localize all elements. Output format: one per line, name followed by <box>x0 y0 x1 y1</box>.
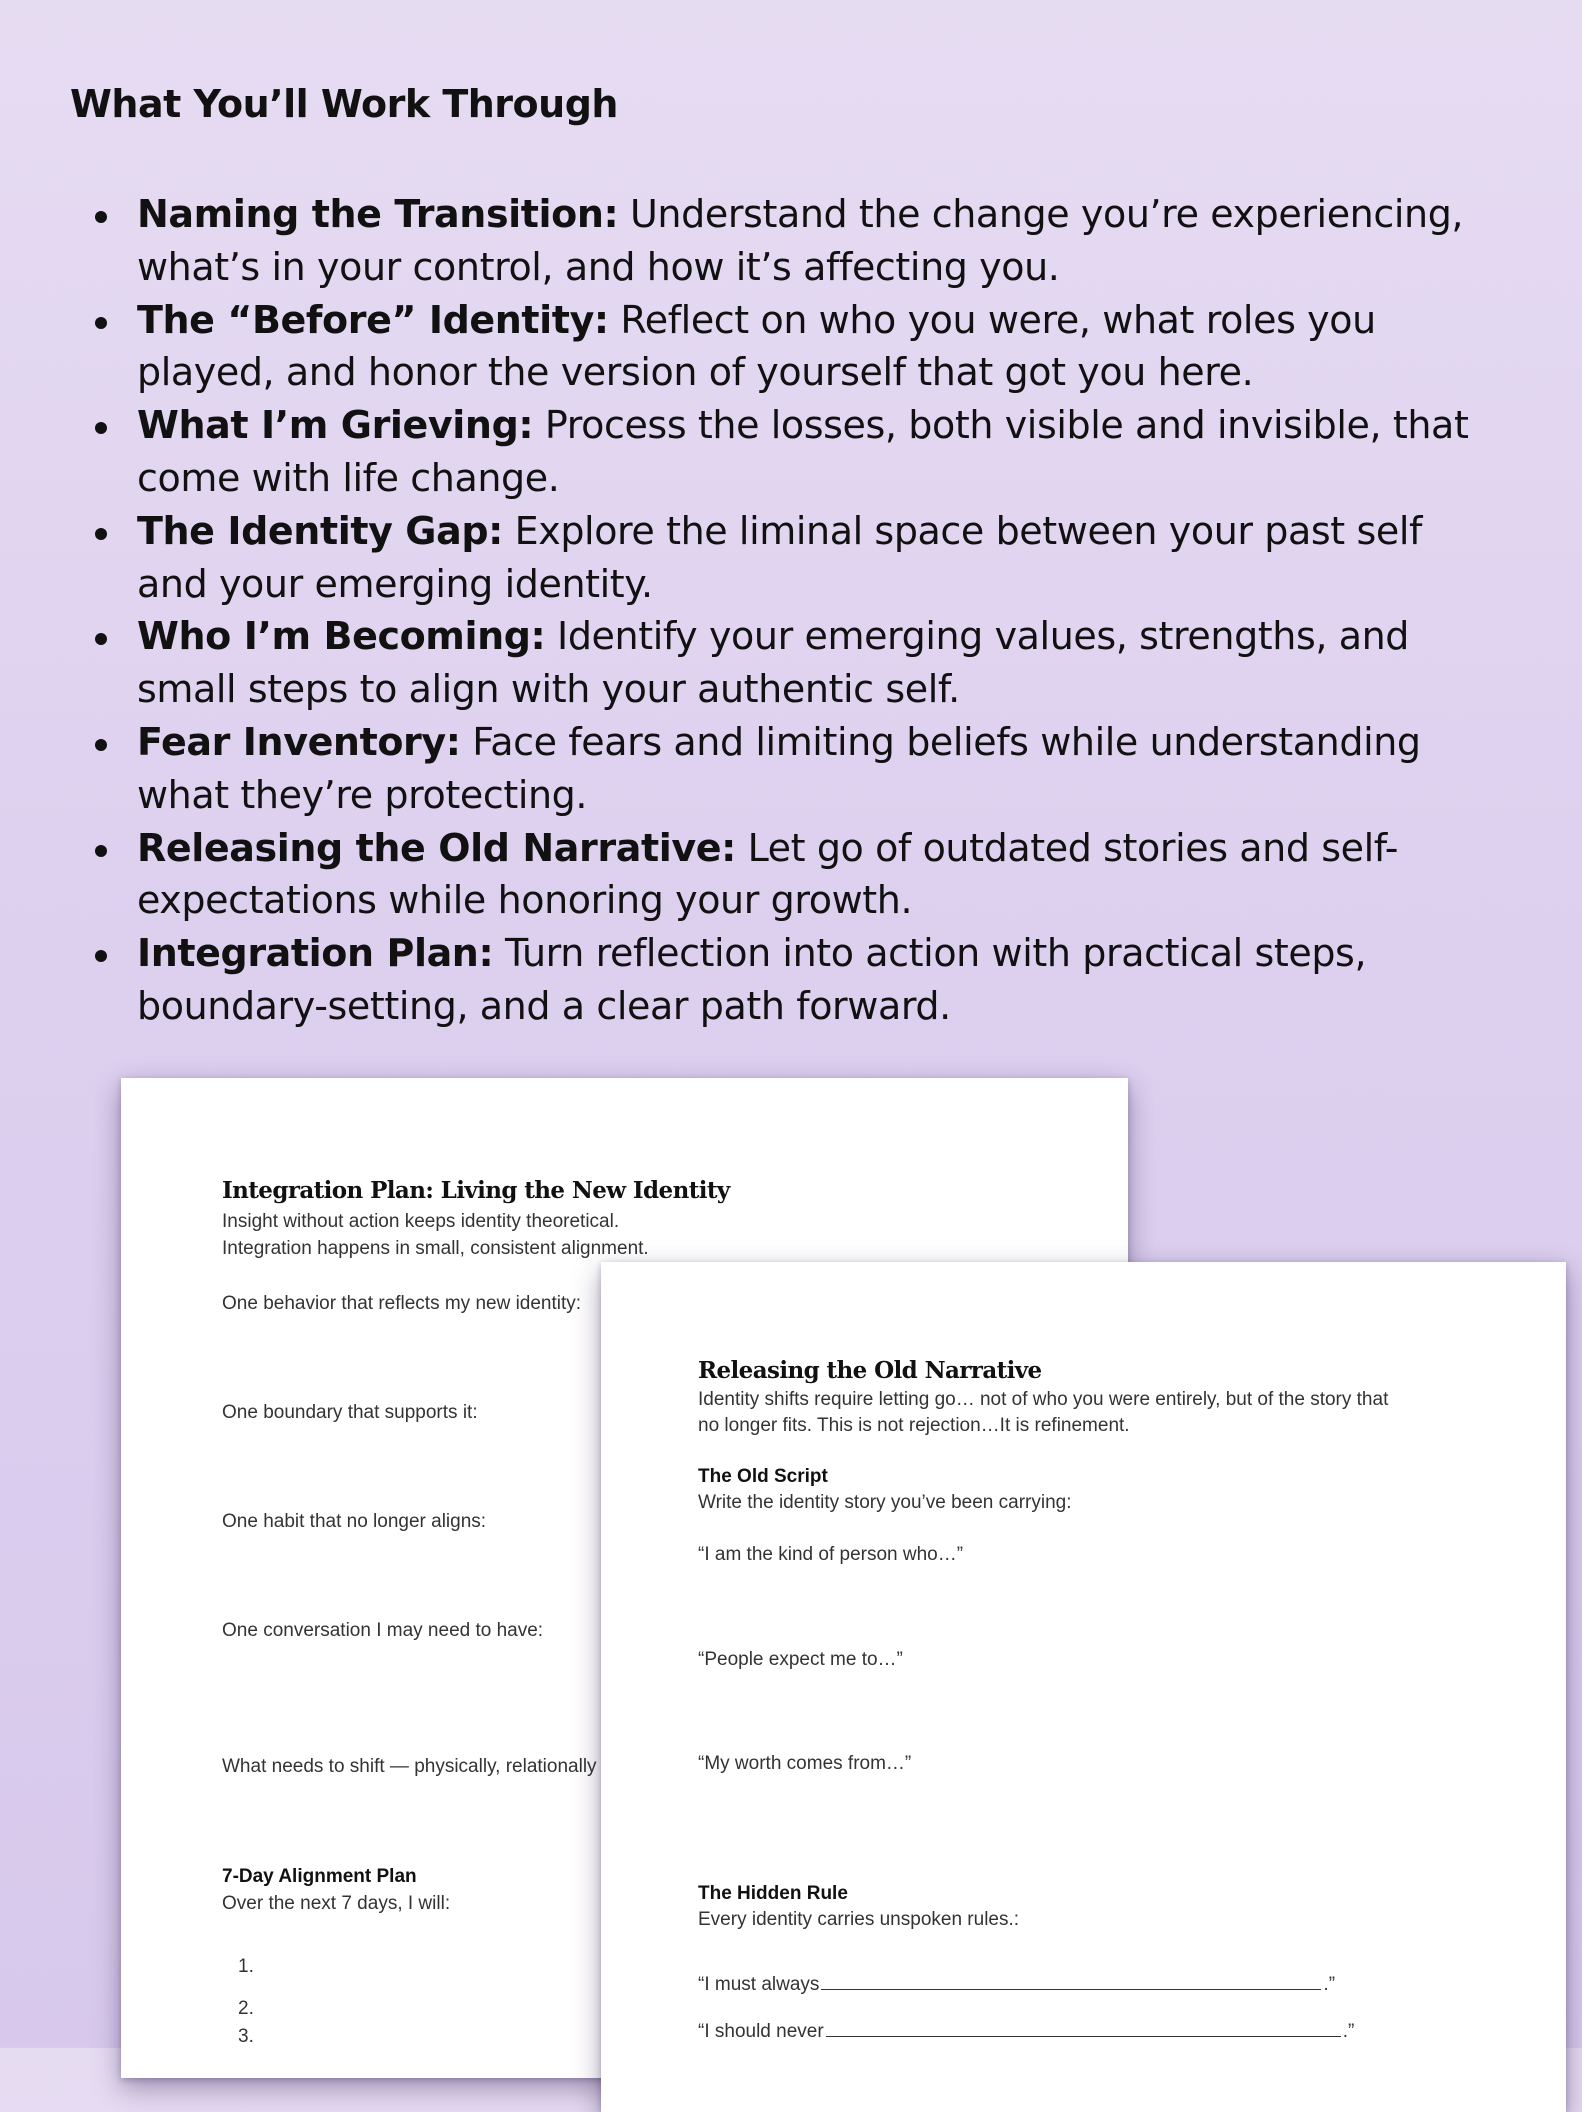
plan-number: 1. <box>238 1956 254 1977</box>
fill-in-prefix: “I should never <box>698 2021 824 2042</box>
worksheet-title: Releasing the Old Narrative <box>698 1357 1042 1384</box>
worksheet-title: Integration Plan: Living the New Identity <box>222 1177 730 1204</box>
plan-number: 3. <box>238 2026 254 2047</box>
topic-list <box>95 188 1495 1033</box>
item-term: The “Before” Identity: <box>137 297 609 342</box>
section-title: The Hidden Rule <box>698 1883 848 1904</box>
item-term: Naming the Transition: <box>137 192 619 236</box>
list-item <box>95 822 1495 928</box>
bullet-dot <box>95 528 107 540</box>
prompt-quote: “My worth comes from…” <box>698 1753 912 1774</box>
item-term: Who I’m Becoming: <box>137 614 546 659</box>
item-text: Process the losses, both visible and invisible, that come with life change. <box>137 403 1469 500</box>
list-item <box>95 294 1495 400</box>
bullet-dot <box>95 633 107 645</box>
bullet-dot <box>95 950 107 962</box>
section-text: Write the identity story you’ve been carrying: <box>698 1492 1072 1513</box>
list-item <box>95 610 1495 716</box>
fill-in-prefix: “I must always <box>698 1974 820 1995</box>
item-text: Explore the liminal space between your past self and your emerging identity. <box>137 508 1423 606</box>
item-term: Integration Plan: <box>137 931 494 976</box>
item-text: Reflect on who you were, what roles you played, and honor the version of yourself that got you here. <box>137 297 1376 395</box>
fill-in-blank[interactable] <box>826 2018 1341 2037</box>
section-title: The Old Script <box>698 1466 828 1487</box>
list-item <box>95 188 1495 294</box>
list-item <box>95 399 1495 505</box>
worksheet-prompt: One boundary that supports it: <box>222 1402 478 1423</box>
section-text: Every identity carries unspoken rules.: <box>698 1909 1020 1930</box>
item-text: Turn reflection into action with practical steps, boundary-setting, and a clear path forward. <box>137 931 1367 1028</box>
fill-in-blank[interactable] <box>821 1971 1321 1990</box>
fill-in-suffix: .” <box>1323 1974 1336 1995</box>
worksheet-releasing-narrative <box>601 1262 1566 2112</box>
item-text: Identify your emerging values, strengths, and small steps to align with your authentic self. <box>137 614 1410 712</box>
item-text: Understand the change you’re experiencing, what’s in your control, and how it’s affecting you. <box>137 192 1464 289</box>
worksheet-prompt: One behavior that reflects my new identity: <box>222 1293 582 1314</box>
fill-in-line <box>698 2018 1354 2043</box>
item-text: Face fears and limiting beliefs while understanding what they’re protecting. <box>137 719 1421 817</box>
plan-intro: Over the next 7 days, I will: <box>222 1893 451 1914</box>
plan-title: 7-Day Alignment Plan <box>222 1866 417 1887</box>
item-term: What I’m Grieving: <box>137 403 534 448</box>
page-heading: What You’ll Work Through <box>70 82 618 126</box>
plan-number: 2. <box>238 1998 254 2019</box>
item-term: Releasing the Old Narrative: <box>137 825 736 870</box>
worksheet-intro-line: Identity shifts require letting go… not of who you were entirely, but of the story that <box>698 1389 1389 1410</box>
prompt-quote: “People expect me to…” <box>698 1649 903 1670</box>
list-item <box>95 716 1495 822</box>
worksheet-intro-line: Integration happens in small, consistent alignment. <box>222 1238 649 1259</box>
bullet-dot <box>95 317 107 329</box>
item-term: The Identity Gap: <box>137 508 503 553</box>
list-item <box>95 927 1495 1033</box>
worksheet-prompt: What needs to shift — physically, relationally <box>222 1756 597 1777</box>
worksheet-intro-line: no longer fits. This is not rejection…It is refinement. <box>698 1415 1130 1436</box>
bullet-dot <box>95 845 107 857</box>
worksheet-prompt: One habit that no longer aligns: <box>222 1511 487 1532</box>
bullet-dot <box>95 739 107 751</box>
prompt-quote: “I am the kind of person who…” <box>698 1544 964 1565</box>
worksheet-prompt: One conversation I may need to have: <box>222 1620 544 1641</box>
bullet-dot <box>95 422 107 434</box>
fill-in-suffix: .” <box>1342 2021 1355 2042</box>
list-item <box>95 505 1495 611</box>
fill-in-line <box>698 1971 1335 1996</box>
item-text: Let go of outdated stories and self-expectations while honoring your growth. <box>137 825 1399 923</box>
worksheet-intro-line: Insight without action keeps identity theoretical. <box>222 1211 620 1232</box>
item-term: Fear Inventory: <box>137 719 461 764</box>
bullet-dot <box>95 211 107 223</box>
